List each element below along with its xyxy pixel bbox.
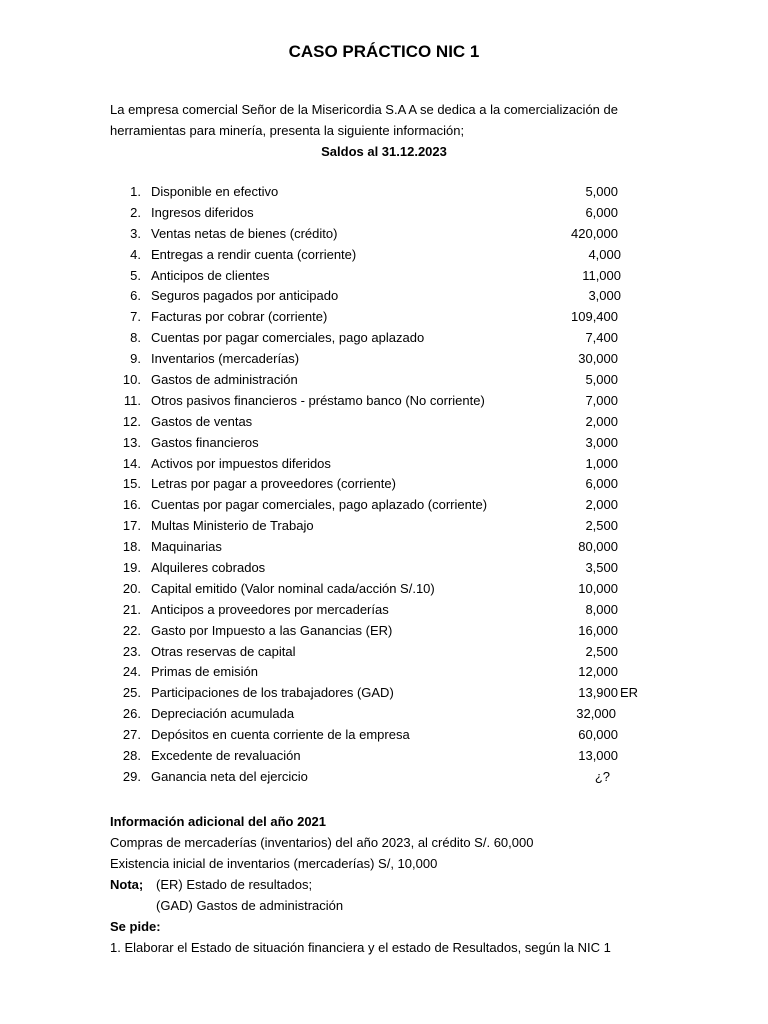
list-item [0,307,768,328]
purchases-line: Compras de mercaderías (inventarios) del año 2023, al crédito S/. 60,000 [110,835,534,850]
item-number: 14. [122,455,141,471]
list-item [0,182,768,203]
initial-inventory-line: Existencia inicial de inventarios (mercaderías) S/, 10,000 [110,856,438,871]
item-description: Primas de emisión [151,664,258,680]
item-description: Gastos financieros [151,434,259,450]
item-value: 2,000 [585,413,618,429]
list-item [0,412,768,433]
item-description: Anticipos a proveedores por mercaderías [151,601,389,617]
list-item [0,266,768,287]
item-number: 25. [122,685,141,701]
additional-info [110,811,670,958]
balances-list [0,182,768,788]
item-description: Facturas por cobrar (corriente) [151,309,328,325]
list-item [0,767,768,788]
list-item [0,349,768,370]
item-description: Multas Ministerio de Trabajo [151,518,314,534]
item-number: 2. [130,204,141,220]
item-number: 27. [122,727,141,743]
item-number: 3. [130,225,141,241]
item-description: Letras por pagar a proveedores (corriente) [151,476,396,492]
item-description: Excedente de revaluación [151,748,301,764]
item-note: ER [620,685,639,701]
item-description: Inventarios (mercaderías) [151,351,300,367]
item-description: Disponible en efectivo [151,184,279,199]
item-value: 8,000 [585,601,618,617]
item-description: Gastos de ventas [151,413,253,429]
item-description: Participaciones de los trabajadores (GAD) [151,685,394,701]
item-description: Seguros pagados por anticipado [151,288,339,304]
item-value: 1,000 [585,455,618,471]
item-value: 10,000 [578,580,618,596]
balances-subtitle: Saldos al 31.12.2023 [321,144,447,159]
item-value: 2,000 [585,497,618,513]
item-value: 16,000 [578,622,618,638]
item-number: 11. [123,392,141,408]
item-value: 5,000 [585,184,618,199]
list-item [0,433,768,454]
item-number: 21. [122,601,141,617]
list-item [0,683,768,704]
item-value: 2,500 [585,518,618,534]
item-value: 11,000 [582,267,621,283]
item-number: 10. [122,372,141,388]
item-number: 6. [130,288,141,304]
item-number: 18. [122,539,141,555]
document-title: CASO PRÁCTICO NIC 1 [288,42,480,61]
intro-paragraph [110,99,670,141]
list-item [0,642,768,663]
item-value: 3,000 [585,434,618,450]
list-item [0,725,768,746]
list-item [0,662,768,683]
item-value: 6,000 [585,476,618,492]
item-description: Ganancia neta del ejercicio [151,768,308,784]
item-number: 8. [130,330,141,346]
item-description: Gastos de administración [151,372,298,388]
item-description: Ventas netas de bienes (crédito) [151,225,338,241]
item-description: Entregas a rendir cuenta (corriente) [151,246,357,262]
item-number: 4. [130,246,141,262]
task-heading: Se pide: [110,919,161,934]
item-description: Capital emitido (Valor nominal cada/acción S/.10) [151,580,435,596]
list-item [0,621,768,642]
item-value: 3,000 [588,288,621,304]
intro-line-1: La empresa comercial Señor de la Misericordia S.A A se dedica a la comercialización de [110,102,618,117]
list-item [0,286,768,307]
list-item [0,558,768,579]
list-item [0,746,768,767]
item-description: Otros pasivos financieros - préstamo banco (No corriente) [151,392,485,408]
item-value: 32,000 [576,706,616,722]
item-description: Maquinarias [151,539,222,555]
item-number: 16. [122,497,141,513]
item-description: Ingresos diferidos [151,204,254,220]
item-description: Depósitos en cuenta corriente de la empresa [151,727,410,743]
item-value: 420,000 [571,225,618,241]
list-item [0,516,768,537]
item-number: 20. [122,580,141,596]
list-item [0,579,768,600]
item-description: Otras reservas de capital [151,643,296,659]
additional-heading: Información adicional del año 2021 [110,814,327,829]
list-item [0,328,768,349]
list-item [0,704,768,725]
item-number: 1. [130,184,141,199]
item-value: 13,900 [578,685,618,701]
list-item [0,370,768,391]
item-description: Anticipos de clientes [151,267,270,283]
item-value: 5,000 [585,372,618,388]
list-item [0,245,768,266]
item-number: 13. [122,434,141,450]
item-number: 5. [130,267,141,283]
list-item [0,224,768,245]
list-item [0,391,768,412]
item-number: 26. [122,706,141,722]
list-item [0,454,768,475]
item-number: 19. [122,560,141,576]
item-value: 2,500 [585,643,618,659]
item-description: Gasto por Impuesto a las Ganancias (ER) [151,622,393,638]
item-number: 22. [122,622,141,638]
item-description: Depreciación acumulada [151,706,295,722]
item-number: 24. [122,664,141,680]
task-line: 1. Elaborar el Estado de situación financiera y el estado de Resultados, según la NIC 1 [110,940,611,955]
item-description: Alquileres cobrados [151,560,266,576]
item-description: Cuentas por pagar comerciales, pago aplazado [151,330,425,346]
item-number: 29. [122,768,141,784]
list-item [0,495,768,516]
item-value: 7,000 [585,392,618,408]
list-item [0,537,768,558]
item-number: 15. [122,476,141,492]
list-item [0,203,768,224]
item-value: 13,000 [578,748,618,764]
item-value: 7,400 [585,330,618,346]
item-value: 109,400 [571,309,618,325]
item-number: 7. [130,309,141,325]
item-description: Cuentas por pagar comerciales, pago aplazado (corriente) [151,497,488,513]
item-number: 9. [130,351,141,367]
note-label: Nota; [110,877,144,892]
item-number: 12. [122,413,141,429]
list-item [0,600,768,621]
intro-line-2: herramientas para minería, presenta la siguiente información; [110,123,465,138]
item-number: 23. [122,643,141,659]
item-value: 60,000 [578,727,618,743]
note-er: (ER) Estado de resultados; [156,877,313,892]
item-value: 4,000 [588,246,621,262]
note-line-1 [110,874,670,895]
item-value: 3,500 [585,560,618,576]
item-value: 12,000 [578,664,618,680]
item-number: 17. [122,518,141,534]
item-value: ¿? [594,768,610,784]
note-line-2: (GAD) Gastos de administración [156,898,344,913]
item-description: Activos por impuestos diferidos [151,455,331,471]
item-value: 80,000 [578,539,618,555]
item-value: 30,000 [578,351,618,367]
item-number: 28. [122,748,141,764]
list-item [0,474,768,495]
item-value: 6,000 [585,204,618,220]
